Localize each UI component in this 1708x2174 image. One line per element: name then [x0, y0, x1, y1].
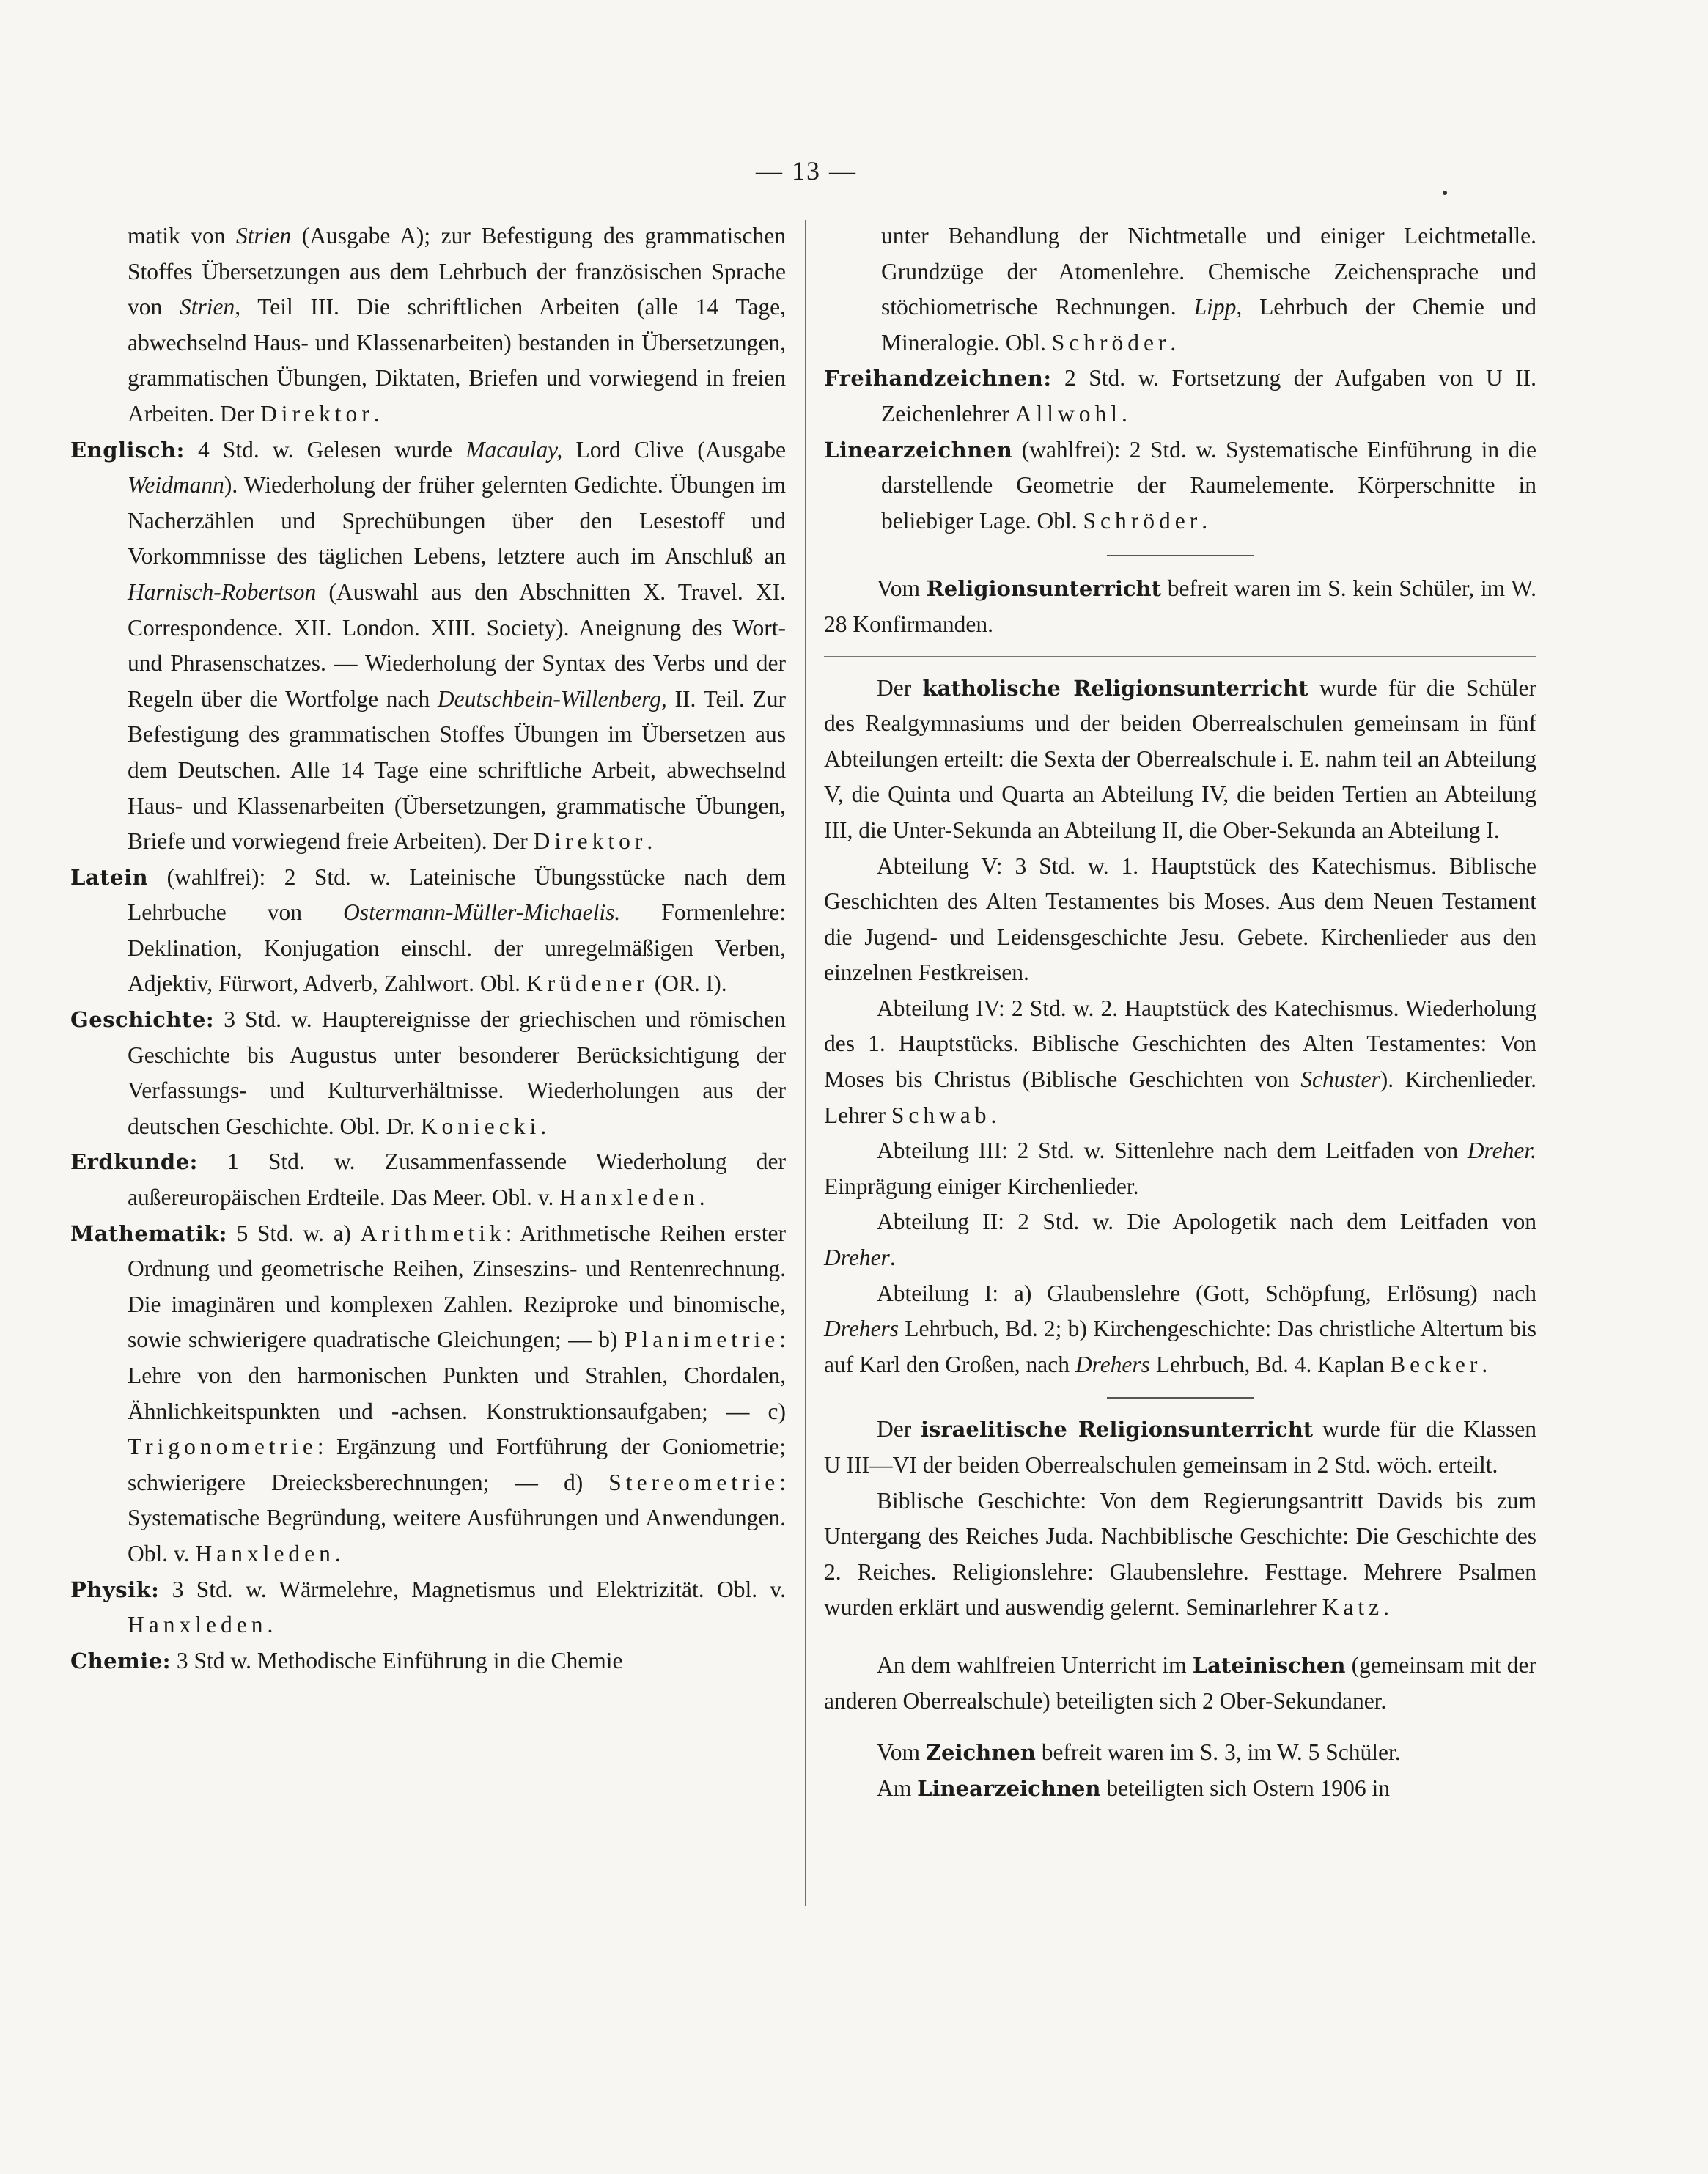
subject-heading: Chemie: [70, 1648, 171, 1673]
paragraph-gap [824, 1719, 1536, 1735]
section-freihandzeichnen: Freihandzeichnen: 2 Std. w. Fortsetzung der Aufgaben von U II. Zeichenlehrer Allwohl. [824, 365, 1536, 427]
column-divider [805, 220, 806, 1906]
abteilung-4: Abteilung IV: 2 Std. w. 2. Hauptstück des Katechismus. Wiederholung des 1. Hauptstücks. Biblische Geschichten des Alten Testamentes: Von Moses bis Christus (Biblische Geschichten von Schuster). Kirchenlieder. Lehrer Schwab. [824, 995, 1536, 1128]
section-erdkunde: Erdkunde: 1 Std. w. Zusammenfassende Wiederholung der außereuropäischen Erdteile. Das Meer. Obl. v. Hanxleden. [70, 1149, 786, 1211]
section-latein: Latein (wahlfrei): 2 Std. w. Lateinische Übungsstücke nach dem Lehrbuche von Ostermann-Müller-Michaelis. Formenlehre: Deklination, Konjugation einschl. der unregelmäßigen Verben, Adjektiv, Fürwort, Adverb, Zahlwort. Obl. Krüdener (OR. I). [70, 863, 786, 997]
abteilung-1: Abteilung I: a) Glaubenslehre (Gott, Schöpfung, Erlösung) nach Drehers Lehrbuch, Bd. 2; b) Kirchengeschichte: Das christliche Altertum bis auf Karl den Großen, nach Drehers Lehrbuch, Bd. 4. Kaplan Becker. [824, 1280, 1536, 1377]
section-englisch: Englisch: 4 Std. w. Gelesen wurde Macaulay, Lord Clive (Ausgabe Weidmann). Wiederholung der früher gelernten Gedichte. Übungen im Nacherzählen und Sprechübungen über den Lesestoff und Vorkommnisse des täglichen Lebens, letztere auch im Anschluß an Harnisch-Robertson (Auswahl aus den Abschnitten X. Travel. XI. Correspondence. XII. London. XIII. Society). Aneignung des Wort- und Phrasenschatzes. — Wiederholung der Syntax des Verbs und der Regeln über die Wortfolge nach Deutschbein-Willenberg, II. Teil. Zur Befestigung des grammatischen Stoffes Übungen im Übersetzen aus dem Deutschen. Alle 14 Tage eine schriftliche Arbeit, abwechselnd Haus- und Klassenarbeiten (Übersetzungen, grammatische Übungen, Briefe und vorwiegend freie Arbeiten). Der Direktor. [70, 436, 787, 855]
right-column [824, 218, 1536, 1806]
subject-heading: Erdkunde: [70, 1149, 198, 1175]
french-continuation: matik von Strien (Ausgabe A); zur Befestigung des grammatischen Stoffes Übersetzungen aus dem Lehrbuch der französischen Sprache von Strien, Teil III. Die schriftlichen Arbeiten (alle 14 Tage, abwechselnd Haus- und Klassenarbeiten) bestanden in Übersetzungen, grammatischen Übungen, Diktaten, Briefen und vorwiegend in freien Arbeiten. Der Direktor. [128, 223, 787, 427]
section-rule [1107, 1397, 1254, 1399]
section-mathematik: Mathematik: 5 Std. w. a) Arithmetik: Arithmetische Reihen erster Ordnung und geometrische Reihen, Zinseszins- und Rentenrechnung. Die imaginären und komplexen Zahlen. Reziproke und binomische, sowie schwierigere quadratische Gleichungen; — b) Planimetrie: Lehre von den harmonischen Punkten und Strahlen, Chordalen, Ähnlichkeitspunkten und -achsen. Konstruktionsaufgaben; — c) Trigonometrie: Ergänzung und Fortführung der Goniometrie; schwierigere Dreiecksberechnungen; — d) Stereometrie: Systematische Begründung, weitere Ausführungen und Anwendungen. Obl. v. Hanxleden. [70, 1220, 786, 1566]
section-physik: Physik: 3 Std. w. Wärmelehre, Magnetismus und Elektrizität. Obl. v. Hanxleden. [70, 1576, 786, 1638]
catholic-religion-intro: Der katholische Religionsunterricht wurde für die Schüler des Realgymnasiums und der beiden Oberrealschulen gemeinsam in fünf Abteilungen erteilt: die Sexta der Oberrealschule i. E. nahm teil an Abteilung V, die Quinta und Quarta an Abteilung IV, die beiden Tertien an Abteilung III, die Unter-Sekunda an Abteilung II, die Ober-Sekunda an Abteilung I. [824, 674, 1536, 843]
abteilung-2: Abteilung II: 2 Std. w. Die Apologetik nach dem Leitfaden von Dreher. [824, 1209, 1536, 1271]
latin-elective: An dem wahlfreien Unterricht im Lateinischen (gemeinsam mit der anderen Oberrealschule) beteiligten sich 2 Ober-Sekundaner. [824, 1651, 1536, 1714]
linear-drawing-participation: Am Linearzeichnen beteiligten sich Ostern 1906 in [877, 1775, 1390, 1801]
subject-heading: Latein [70, 864, 149, 890]
left-column [70, 218, 786, 1679]
religion-exemption: Vom Religionsunterricht befreit waren im S. kein Schüler, im W. 28 Konfirmanden. [824, 575, 1536, 637]
section-rule [1107, 555, 1254, 556]
israelite-religion-body: Biblische Geschichte: Von dem Regierungsantritt Davids bis zum Untergang des Reiches Juda. Nachbiblische Geschichte: Die Geschichte des 2. Reiches. Religionslehre: Glaubenslehre. Festtage. Mehrere Psalmen wurden erklärt und auswendig gelernt. Seminarlehrer Katz. [824, 1487, 1536, 1621]
subject-heading: Linearzeichnen [824, 437, 1013, 463]
drawing-exemption: Vom Zeichnen befreit waren im S. 3, im W. 5 Schüler. [877, 1739, 1401, 1766]
israelite-religion-intro: Der israelitische Religionsunterricht wurde für die Klassen U III—VI der beiden Oberrealschulen gemeinsam in 2 Std. wöch. erteilt. [824, 1416, 1536, 1478]
section-chemie: Chemie: 3 Std w. Methodische Einführung in die Chemie [70, 1647, 623, 1673]
subject-heading: Mathematik: [70, 1220, 228, 1246]
abteilung-3: Abteilung III: 2 Std. w. Sittenlehre nach dem Leitfaden von Dreher. Einprägung einiger Kirchenlieder. [824, 1138, 1536, 1199]
section-geschichte: Geschichte: 3 Std. w. Hauptereignisse der griechischen und römischen Geschichte bis Augustus unter besonderer Berücksichtigung der Verfassungs- und Kulturverhältnisse. Wiederholungen aus der deutschen Geschichte. Obl. Dr. Koniecki. [70, 1006, 786, 1139]
page-number: — 13 — [756, 156, 857, 185]
subject-heading: Physik: [70, 1577, 160, 1602]
subject-heading: Freihandzeichnen: [824, 366, 1052, 391]
subject-heading: Geschichte: [70, 1007, 215, 1033]
section-rule [824, 656, 1536, 657]
paragraph-gap [824, 1626, 1536, 1648]
abteilung-5: Abteilung V: 3 Std. w. 1. Hauptstück des Katechismus. Biblische Geschichten des Alten Testamentes bis Moses. Aus dem Neuen Testament die Jugend- und Leidensgeschichte Jesu. Gebete. Kirchenlieder aus den einzelnen Festkreisen. [824, 852, 1536, 986]
chemie-continuation: unter Behandlung der Nichtmetalle und einiger Leichtmetalle. Grundzüge der Atomenlehre. Chemische Zeichensprache und stöchiometrische Rechnungen. Lipp, Lehrbuch der Chemie und Mineralogie. Obl. Schröder. [881, 223, 1536, 355]
print-speck [1443, 191, 1447, 195]
section-linearzeichnen: Linearzeichnen (wahlfrei): 2 Std. w. Systematische Einführung in die darstellende Geometrie der Raumelemente. Körperschnitte in beliebiger Lage. Obl. Schröder. [824, 436, 1536, 534]
subject-heading: Englisch: [70, 437, 185, 463]
